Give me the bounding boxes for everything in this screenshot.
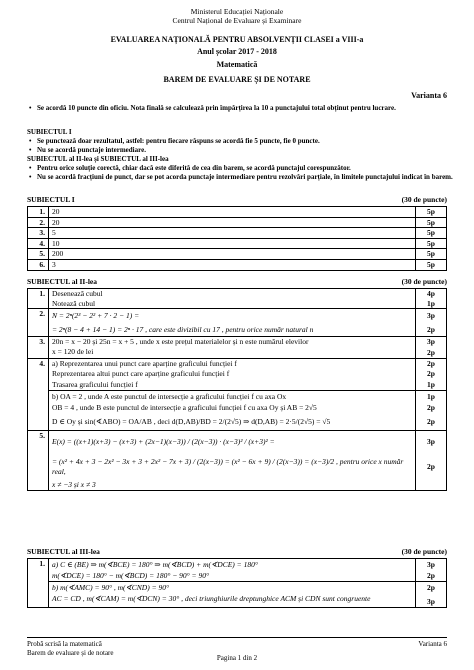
table-row bbox=[28, 582, 447, 608]
points: 2p bbox=[427, 369, 435, 379]
answer-text: Notează cubul bbox=[52, 298, 96, 308]
points: 2p bbox=[427, 403, 435, 413]
s1-rule-1: • Se punctează doar rezultatul, astfel: pentru fiecare răspuns se acordă fie 5 puncte, fie 0 puncte. bbox=[29, 137, 320, 145]
item-number: 6. bbox=[28, 259, 49, 270]
table-row bbox=[28, 249, 447, 260]
answer-text: 5 bbox=[49, 228, 416, 239]
item-number: 4. bbox=[28, 238, 49, 249]
answer-text: a) C ∈ (BE) ⇒ m(∢BCE) = 180° ⇒ m(∢BCD) + m(∢DCE) = 180° bbox=[52, 560, 258, 569]
item-number: 1. bbox=[28, 207, 49, 218]
points: 5p bbox=[416, 228, 447, 239]
s23-rules-heading: SUBIECTUL al II-lea și SUBIECTUL al III-lea bbox=[27, 155, 169, 163]
intro-bullet: • Se acordă 10 puncte din oficiu. Nota finală se calculează prin împărțirea la 10 a punctajului total obținut pentru lucrare. bbox=[29, 104, 396, 112]
s3-table bbox=[27, 558, 447, 608]
item-number: 5. bbox=[28, 249, 49, 260]
answer-text: 20 bbox=[49, 207, 416, 218]
answer-text: AC = CD , m(∢CAM) = m(∢DCN) = 30° , deci triunghiurile dreptunghice ACM și CDN sunt congruente bbox=[52, 594, 371, 603]
footer-divider bbox=[27, 637, 447, 638]
table-row: 4. a) Reprezentarea unui punct care aparține graficului funcției f Reprezentarea altui punct care aparține graficului funcției f Trasarea graficului funcției f 2p 2p 1p bbox=[28, 358, 447, 391]
s1-table bbox=[27, 206, 447, 271]
answer-text: b) OA = 2 , unde A este punctul de intersecție a graficului funcției f cu axa Ox bbox=[52, 392, 287, 402]
bullet-icon: • bbox=[29, 164, 32, 172]
page-number: Pagina 1 din 2 bbox=[216, 654, 258, 662]
table-row: 2. N = 2ⁿ(2³ − 2² + 7 · 2 − 1) = = 2ⁿ(8 − 4 + 14 − 1) = 2ⁿ · 17 , care este divizibil cu 17 , pentru orice număr natural n 3p 2p bbox=[28, 309, 447, 337]
points: 2p bbox=[427, 417, 435, 427]
points: 5p bbox=[416, 249, 447, 260]
points: 5p bbox=[416, 259, 447, 270]
bullet-icon: • bbox=[29, 137, 32, 145]
points: 3p bbox=[427, 597, 435, 606]
table-row bbox=[28, 391, 447, 431]
school-year: Anul școlar 2017 - 2018 bbox=[197, 47, 277, 56]
s23-rule-1: • Pentru orice soluție corectă, chiar dacă este diferită de cea din barem, se acordă punctajul corespunzător. bbox=[29, 164, 351, 172]
answer-text: b) m(∢AMC) = 90° , m(∢CND) = 90° bbox=[52, 583, 170, 592]
points: 2p bbox=[427, 358, 435, 368]
points: 3p bbox=[427, 337, 435, 347]
answer-text: N = 2ⁿ(2³ − 2² + 7 · 2 − 1) = bbox=[52, 311, 140, 321]
table-row: 1. Desenează cubul Notează cubul 4p 1p bbox=[28, 289, 447, 309]
table-row bbox=[28, 217, 447, 228]
answer-text: E(x) = ((x+1)(x+3) − (x+3) + (2x−1)(x−3)) / (2(x−3)) · (x−3)² / (x+3)² = bbox=[52, 437, 275, 447]
answer-text: m(∢DCE) = 180° − m(∢BCD) = 180° − 90° = 90° bbox=[52, 571, 209, 580]
exam-title: EVALUAREA NAȚIONALĂ PENTRU ABSOLVENȚII CLASEI a VIII-a bbox=[110, 35, 364, 44]
table-row bbox=[28, 228, 447, 239]
answer-text: D ∈ Oy și sin(∢ABO) = OA/AB , deci d(D,AB)/BD = 2/(2√5) ⇒ d(D,AB) = 2·5/(2√5) = √5 bbox=[52, 417, 331, 427]
s3-heading: SUBIECTUL al III-lea (30 de puncte) bbox=[27, 547, 447, 556]
points: 3p bbox=[427, 311, 435, 321]
table-row: 3. 20n = x − 20 și 25n = x + 5 , unde x este prețul materialelor și n este numărul elevilor x = 120 de lei 3p 2p bbox=[28, 337, 447, 358]
footer-variant: Varianta 6 bbox=[418, 640, 447, 648]
answer-text: 200 bbox=[49, 249, 416, 260]
points: 2p bbox=[427, 461, 435, 471]
answer-text: 20n = x − 20 și 25n = x + 5 , unde x este prețul materialelor și n este numărul elevilor bbox=[52, 337, 309, 347]
points: 2p bbox=[427, 347, 435, 357]
variant-label: Varianta 6 bbox=[411, 91, 447, 100]
ministry-name: Ministerul Educației Naționale bbox=[190, 7, 284, 16]
points: 2p bbox=[427, 583, 435, 592]
points: 2p bbox=[427, 324, 435, 334]
bullet-icon: • bbox=[29, 146, 32, 154]
points: 3p bbox=[427, 437, 435, 447]
answer-text: x = 120 de lei bbox=[52, 346, 94, 356]
table-row bbox=[28, 259, 447, 270]
answer-text: a) Reprezentarea unui punct care aparține graficului funcției f bbox=[52, 358, 237, 368]
table-row: 5. E(x) = ((x+1)(x+3) − (x+3) + (2x−1)(x−3)) / (2(x−3)) · (x−3)² / (x+3)² = = (x² + 4x + 3 − 2x² − 3x + 3 + 2x² − 7x + 3) / (2(x−3)) = (x² − 6x + 9) / (2(x−3)) = (x−3)/2 , pentru orice x număr real, x ≠ −3 și x ≠ 3 3p 2p bbox=[28, 431, 447, 491]
table-row bbox=[28, 238, 447, 249]
answer-text: = (x² + 4x + 3 − 2x² − 3x + 3 + 2x² − 7x + 3) / (2(x−3)) = (x² − 6x + 9) / (2(x−3)) = (x−3)/2 , pentru orice x număr real, bbox=[52, 457, 404, 477]
answer-text: Trasarea graficului funcției f bbox=[52, 379, 138, 389]
answer-text: OB = 4 , unde B este punctul de intersecție a graficului funcției f cu axa Oy și AB = 2√5 bbox=[52, 403, 317, 413]
page-header bbox=[0, 7, 474, 25]
answer-text: x ≠ −3 și x ≠ 3 bbox=[52, 480, 96, 490]
s1-rules-heading: SUBIECTUL I bbox=[27, 128, 72, 136]
barem-title: BAREM DE EVALUARE ȘI DE NOTARE bbox=[163, 75, 311, 84]
s1-rule-2: • Nu se acordă punctaje intermediare. bbox=[29, 146, 146, 154]
points: 1p bbox=[427, 298, 435, 308]
points: 4p bbox=[427, 289, 435, 298]
answer-text: 20 bbox=[49, 217, 416, 228]
points: 5p bbox=[416, 238, 447, 249]
bullet-icon: • bbox=[29, 104, 32, 112]
center-name: Centrul Național de Evaluare și Examinare bbox=[172, 16, 302, 25]
table-row: 1. a) C ∈ (BE) ⇒ m(∢BCE) = 180° ⇒ m(∢BCD) + m(∢DCE) = 180° m(∢DCE) = 180° − m(∢BCD) = 180° − 90° = 90° 3p 2p bbox=[28, 559, 447, 582]
bullet-icon: • bbox=[29, 173, 32, 181]
points: 5p bbox=[416, 207, 447, 218]
answer-text: Desenează cubul bbox=[52, 289, 103, 298]
points: 5p bbox=[416, 217, 447, 228]
points: 3p bbox=[427, 560, 435, 569]
answer-text: Reprezentarea altui punct care aparține graficului funcției f bbox=[52, 369, 230, 379]
s2-table bbox=[27, 288, 447, 491]
footer-left: Probă scrisă la matematică Barem de evaluare și de notare bbox=[27, 640, 114, 657]
answer-text: 3 bbox=[49, 259, 416, 270]
answer-text: 10 bbox=[49, 238, 416, 249]
points: 1p bbox=[427, 379, 435, 389]
item-number: 3. bbox=[28, 228, 49, 239]
s2-heading: SUBIECTUL al II-lea (30 de puncte) bbox=[27, 277, 447, 286]
table-row bbox=[28, 207, 447, 218]
points: 2p bbox=[427, 571, 435, 580]
answer-text: = 2ⁿ(8 − 4 + 14 − 1) = 2ⁿ · 17 , care este divizibil cu 17 , pentru orice număr natural n bbox=[52, 324, 314, 334]
points: 1p bbox=[427, 392, 435, 402]
s1-heading: SUBIECTUL I (30 de puncte) bbox=[27, 195, 447, 204]
subject-name: Matematică bbox=[216, 60, 258, 69]
item-number: 2. bbox=[28, 217, 49, 228]
s23-rule-2: • Nu se acordă fracțiuni de punct, dar se pot acorda punctaje intermediare pentru rezolvări parțiale, în limitele punctajului indicat în barem. bbox=[29, 173, 453, 181]
